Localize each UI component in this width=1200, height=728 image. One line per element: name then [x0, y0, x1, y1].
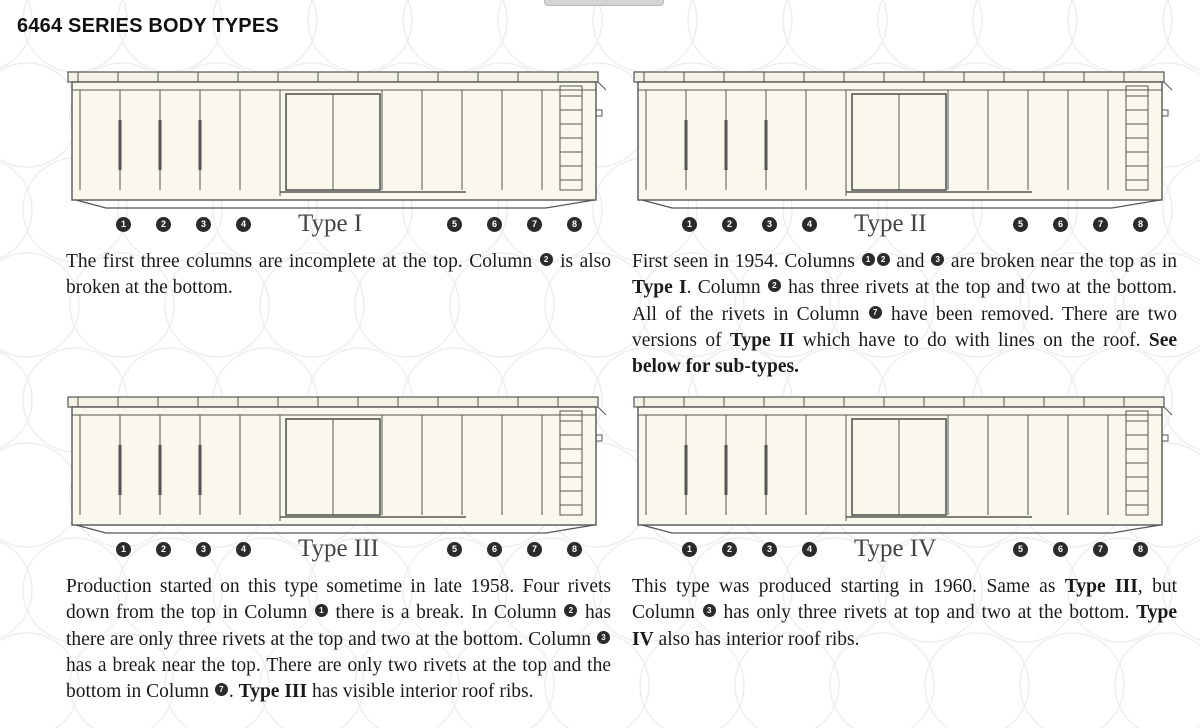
column-number-1: 1: [682, 217, 697, 232]
column-number-2: 2: [722, 217, 737, 232]
column-number-row: [632, 210, 1177, 238]
column-number-icon: 3: [597, 631, 610, 644]
column-number-5: 5: [1013, 542, 1028, 557]
column-number-1: 1: [682, 542, 697, 557]
column-number-4: 4: [802, 217, 817, 232]
column-number-2: 2: [722, 542, 737, 557]
column-number-icon: 2: [768, 279, 781, 292]
column-number-3: 3: [762, 542, 777, 557]
column-number-8: 8: [1133, 542, 1148, 557]
boxcar-outline: [632, 395, 1177, 535]
column-number-icon: 1: [862, 253, 875, 266]
column-number-5: 5: [1013, 217, 1028, 232]
column-number-7: 7: [1093, 217, 1108, 232]
column-number-row: [66, 535, 611, 563]
column-number-6: 6: [1053, 217, 1068, 232]
top-scroll-tab[interactable]: [544, 0, 664, 6]
bold-text: Type III: [238, 681, 308, 703]
type-label: Type I: [298, 210, 363, 237]
column-number-icon: 3: [931, 253, 944, 266]
column-number-icon: 1: [315, 604, 328, 617]
boxcar-outline: [66, 395, 611, 535]
column-number-icon: 7: [869, 306, 882, 319]
bold-text: Type I: [632, 277, 687, 299]
column-number-6: 6: [487, 217, 502, 232]
type-label: Type III: [298, 535, 379, 562]
column-number-5: 5: [447, 217, 462, 232]
column-number-2: 2: [156, 217, 171, 232]
type-description: The first three columns are incomplete at the top. Column 2 is also broken at the bottom.: [66, 251, 611, 299]
column-number-3: 3: [196, 542, 211, 557]
column-number-7: 7: [527, 217, 542, 232]
boxcar-outline: [66, 70, 611, 210]
page-title: 6464 SERIES BODY TYPES: [17, 15, 279, 37]
column-number-6: 6: [1053, 542, 1068, 557]
column-number-row: [632, 535, 1177, 563]
bold-text: Type II: [729, 329, 795, 351]
column-number-icon: 3: [703, 604, 716, 617]
type-description: First seen in 1954. Columns 1 2 and 3 are broken near the top as in Type I. Column 2 has three rivets at the top and two at the bottom. All of the rivets in Column 7 have been removed. There are two versions of Type II which have to do with lines on the roof. See below for sub-types.: [632, 251, 1178, 378]
column-number-1: 1: [116, 217, 131, 232]
boxcar-outline: [632, 70, 1177, 210]
type-label: Type IV: [854, 535, 937, 562]
column-number-4: 4: [802, 542, 817, 557]
column-number-4: 4: [236, 217, 251, 232]
column-number-7: 7: [1093, 542, 1108, 557]
column-number-3: 3: [196, 217, 211, 232]
column-number-6: 6: [487, 542, 502, 557]
column-number-1: 1: [116, 542, 131, 557]
type-description: This type was produced starting in 1960. Same as Type III, but Column 3 has only three rivets at top and two at the bottom. Type IV also has interior roof ribs.: [632, 576, 1177, 650]
column-number-8: 8: [1133, 217, 1148, 232]
column-number-8: 8: [567, 542, 582, 557]
bold-text: Type IV: [632, 602, 1177, 650]
bold-text: Type III: [1064, 576, 1138, 597]
column-number-row: [66, 210, 611, 238]
column-number-4: 4: [236, 542, 251, 557]
column-number-icon: 2: [877, 253, 890, 266]
column-number-3: 3: [762, 217, 777, 232]
column-number-icon: 2: [540, 253, 553, 266]
column-number-5: 5: [447, 542, 462, 557]
column-number-2: 2: [156, 542, 171, 557]
column-number-icon: 2: [564, 604, 577, 617]
type-label: Type II: [854, 210, 927, 237]
column-number-8: 8: [567, 217, 582, 232]
type-description: Production started on this type sometime in late 1958. Four rivets down from the top in Column 1 there is a break. In Column 2 has there are only three rivets at the top and two at the bottom. Column 3 has a break near the top. There are only two rivets at the top and the bottom in Column 7 . Type III has visible interior roof ribs.: [66, 576, 611, 703]
bold-text: See below for sub-types.: [632, 329, 1177, 378]
column-number-7: 7: [527, 542, 542, 557]
column-number-icon: 7: [215, 683, 228, 696]
